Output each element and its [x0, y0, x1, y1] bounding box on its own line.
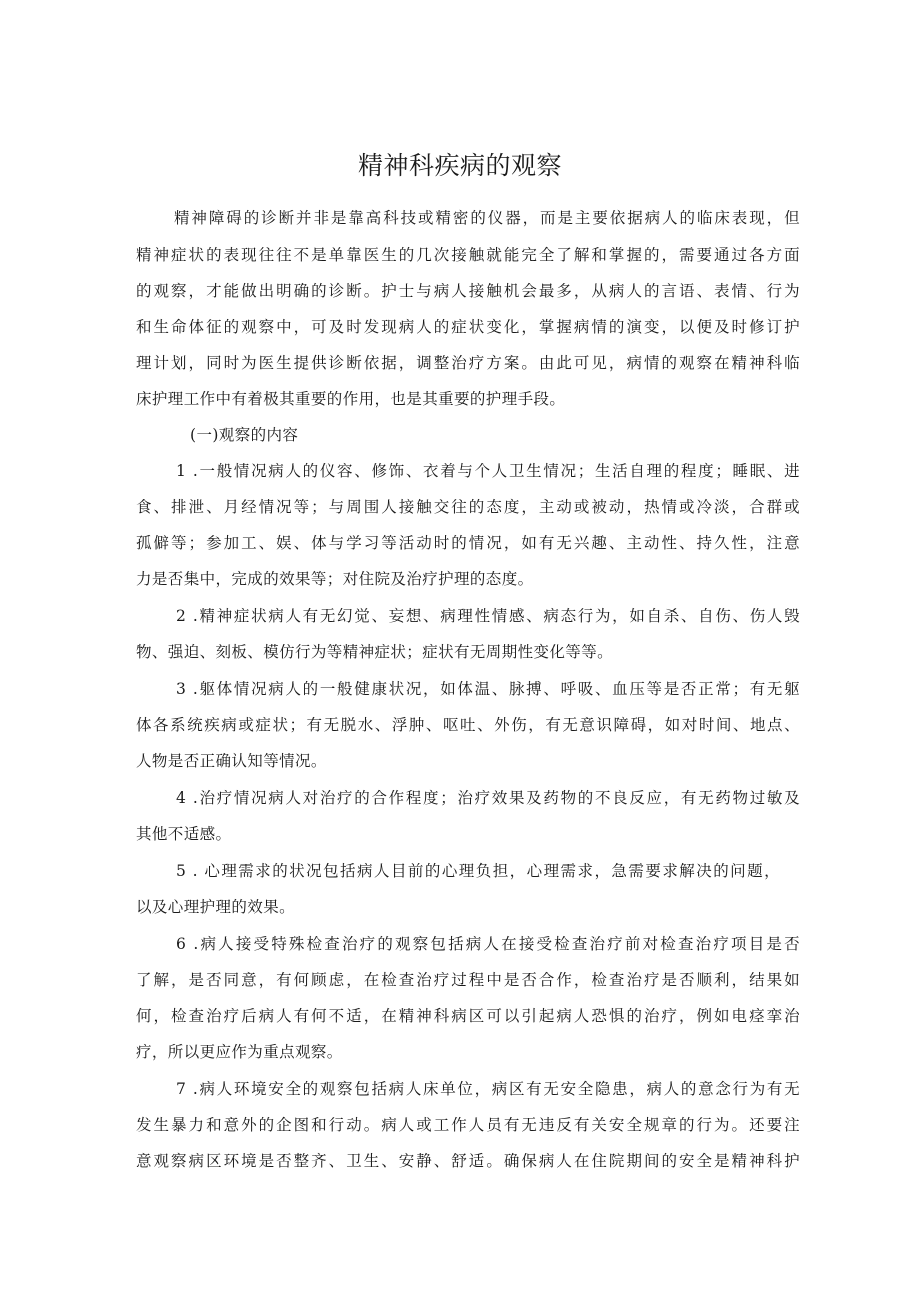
intro-line: 的观察，才能做出明确的诊断。护士与病人接触机会最多，从病人的言语、表情、行为 — [136, 282, 800, 300]
item-line: 体各系统疾病或症状；有无脱水、浮肿、呕吐、外伤，有无意识障碍，如对时间、地点、 — [136, 716, 800, 734]
item-line: 3 .躯体情况病人的一般健康状况，如体温、脉搏、呼吸、血压等是否正常；有无躯 — [176, 680, 800, 698]
item-line: 意观察病区环境是否整齐、卫生、安静、舒适。确保病人在住院期间的安全是精神科护 — [136, 1152, 800, 1170]
item-line: 5 . 心理需求的状况包括病人目前的心理负担，心理需求，急需要求解决的问题， — [176, 862, 780, 880]
item-line: 4 .治疗情况病人对治疗的合作程度；治疗效果及药物的不良反应，有无药物过敏及 — [176, 789, 800, 807]
intro-line: 理计划，同时为医生提供诊断依据，调整治疗方案。由此可见，病情的观察在精神科临 — [136, 354, 800, 372]
item-line: 力是否集中，完成的效果等；对住院及治疗护理的态度。 — [136, 570, 534, 588]
item-line: 食、排泄、月经情况等；与周围人接触交往的态度，主动或被动，热情或冷淡，合群或 — [136, 498, 800, 516]
item-line: 2 .精神症状病人有无幻觉、妄想、病理性情感、病态行为，如自杀、自伤、伤人毁 — [176, 607, 800, 625]
item-line: 6 .病人接受特殊检查治疗的观察包括病人在接受检查治疗前对检查治疗项目是否 — [176, 935, 800, 953]
document-title: 精神科疾病的观察 — [357, 151, 562, 180]
item-line: 其他不适感。 — [136, 825, 232, 843]
item-line: 物、强迫、刻板、模仿行为等精神症状；症状有无周期性变化等等。 — [136, 643, 614, 661]
item-line: 孤僻等；参加工、娱、体与学习等活动时的情况，如有无兴趣、主动性、持久性，注意 — [136, 534, 800, 552]
intro-line: 精神症状的表现往往不是单靠医生的几次接触就能完全了解和掌握的，需要通过各方面 — [136, 246, 800, 264]
item-line: 1 .一般情况病人的仪容、修饰、衣着与个人卫生情况；生活自理的程度；睡眠、进 — [176, 462, 800, 480]
intro-line: 和生命体征的观察中，可及时发现病人的症状变化，掌握病情的演变，以便及时修订护 — [136, 318, 800, 336]
item-line: 人物是否正确认知等情况。 — [136, 752, 327, 770]
intro-line: 床护理工作中有着极其重要的作用，也是其重要的护理手段。 — [136, 390, 566, 408]
intro-line: 精神障碍的诊断并非是靠高科技或精密的仪器，而是主要依据病人的临床表现，但 — [174, 209, 800, 227]
item-line: 了解，是否同意，有何顾虑，在检查治疗过程中是否合作，检查治疗是否顺利，结果如 — [136, 971, 800, 989]
item-line: 疗，所以更应作为重点观察。 — [136, 1043, 343, 1061]
item-line: 何，检查治疗后病人有何不适，在精神科病区可以引起病人恐惧的治疗，例如电痉挛治 — [136, 1007, 800, 1025]
section-heading: (一)观察的内容 — [190, 426, 299, 444]
item-line: 以及心理护理的效果。 — [136, 898, 296, 916]
item-line: 7 .病人环境安全的观察包括病人床单位，病区有无安全隐患，病人的意念行为有无 — [176, 1080, 800, 1098]
item-line: 发生暴力和意外的企图和行动。病人或工作人员有无违反有关安全规章的行为。还要注 — [136, 1116, 800, 1134]
